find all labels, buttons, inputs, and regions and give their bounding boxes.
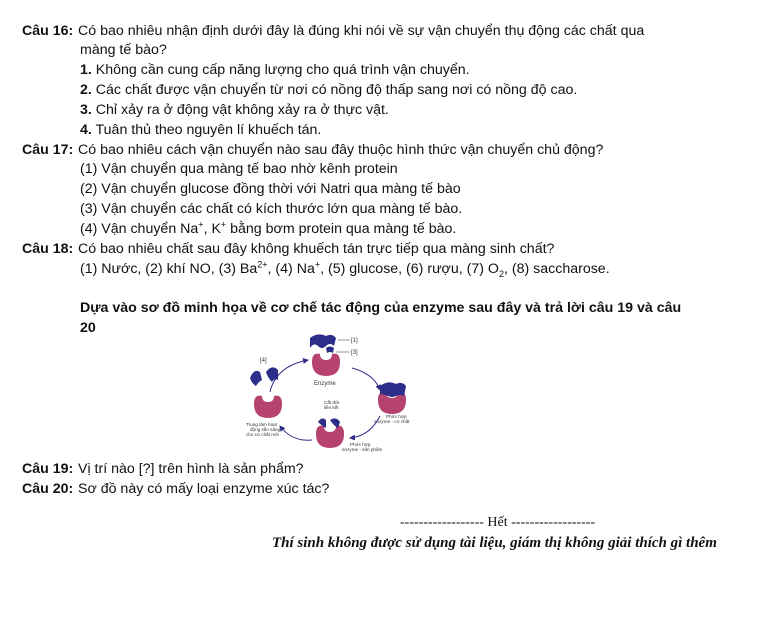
enzyme-mechanism-diagram (240, 330, 430, 460)
question-text: Vị trí nào [?] trên hình là sản phẩm? (78, 461, 304, 477)
svg-text:enzyme - cơ chất: enzyme - cơ chất (374, 419, 410, 424)
question-text: Sơ đồ này có mấy loại enzyme xúc tác? (78, 481, 330, 497)
question-number: Câu 20: (22, 481, 74, 497)
substrate-shape (310, 334, 336, 348)
footer-note: Thí sinh không được sử dụng tài liệu, giám thị không giải thích gì thêm (272, 535, 717, 551)
question-text: Có bao nhiêu chất sau đây không khuếch tán trực tiếp qua màng sinh chất? (78, 241, 555, 257)
substrate-fragment (326, 347, 334, 354)
label-1: [1] (351, 338, 358, 344)
end-separator: ------------------ Hết ------------------ (400, 515, 596, 530)
question-20 (22, 480, 329, 499)
question-17 (22, 141, 603, 160)
list-item: (2) Vận chuyển glucose đồng thời với Natri qua màng tế bào (80, 181, 461, 197)
enzyme-substrate-complex (378, 382, 406, 414)
arrow-to-release (280, 426, 312, 440)
section-heading: Dựa vào sơ đồ minh họa về cơ chế tác động của enzyme sau đây và trả lời câu 19 và câu (80, 300, 682, 316)
svg-text:enzyme - sản phẩm: enzyme - sản phẩm (342, 447, 383, 452)
question-18 (22, 240, 554, 259)
question-text: Có bao nhiêu cách vận chuyển nào sau đây thuộc hình thức vận chuyển chủ động? (78, 142, 604, 158)
cut-bonds-label: Cắt đứt (324, 400, 340, 405)
svg-text:động sẵn sàng: động sẵn sàng (250, 427, 281, 432)
enzyme-product-complex (316, 418, 344, 448)
list-item: (1) Vận chuyển qua màng tế bao nhờ kênh protein (80, 161, 398, 177)
active-site-label: Trung tâm hoạt (246, 422, 277, 427)
ep-complex-label: Phức hợp (350, 442, 371, 447)
enzyme-top (312, 354, 340, 376)
question-number: Câu 16: (22, 23, 74, 39)
list-item: (4) Vận chuyển Na+, K+ bằng bơm protein qua màng tế bào. (80, 219, 457, 237)
label-3: [3] (351, 350, 358, 356)
question-19 (22, 460, 304, 479)
svg-text:cho cơ chất mới: cho cơ chất mới (246, 432, 280, 437)
enzyme-left (254, 396, 282, 418)
list-item: 1. Không cần cung cấp năng lượng cho quá trình vận chuyển. (80, 62, 470, 78)
question-text-continued: màng tế bào? (80, 42, 167, 58)
list-item: 4. Tuân thủ theo nguyên lí khuếch tán. (80, 122, 322, 138)
question-number: Câu 18: (22, 241, 74, 257)
question-16 (22, 22, 644, 41)
question-text: Có bao nhiêu nhận định dưới đây là đúng khi nói về sự vận chuyển thụ động các chất qua (78, 23, 645, 39)
product-piece-right (266, 367, 278, 382)
list-item: 3. Chỉ xảy ra ở động vật không xảy ra ở thực vật. (80, 102, 389, 118)
list-item: (3) Vận chuyển các chất có kích thước lớn qua màng tế bào. (80, 201, 463, 217)
svg-text:liên kết: liên kết (324, 405, 339, 410)
section-heading-continued: 20 (80, 320, 96, 336)
label-4: [4] (260, 358, 267, 364)
enzyme-label: Enzyme (314, 381, 336, 387)
es-complex-label: Phức hợp (386, 414, 407, 419)
product-piece-left (250, 371, 262, 386)
question-number: Câu 17: (22, 142, 74, 158)
arrow-to-es-complex (352, 368, 380, 390)
options-line: (1) Nước, (2) khí NO, (3) $Ba^{2+}$, (4) Na+, (5) glucose, (6) rượu, (7) $O_2$, (8) saccharose. (80, 259, 610, 279)
list-item: 2. Các chất được vận chuyển từ nơi có nồng độ thấp sang nơi có nồng độ cao. (80, 82, 578, 98)
question-number: Câu 19: (22, 461, 74, 477)
